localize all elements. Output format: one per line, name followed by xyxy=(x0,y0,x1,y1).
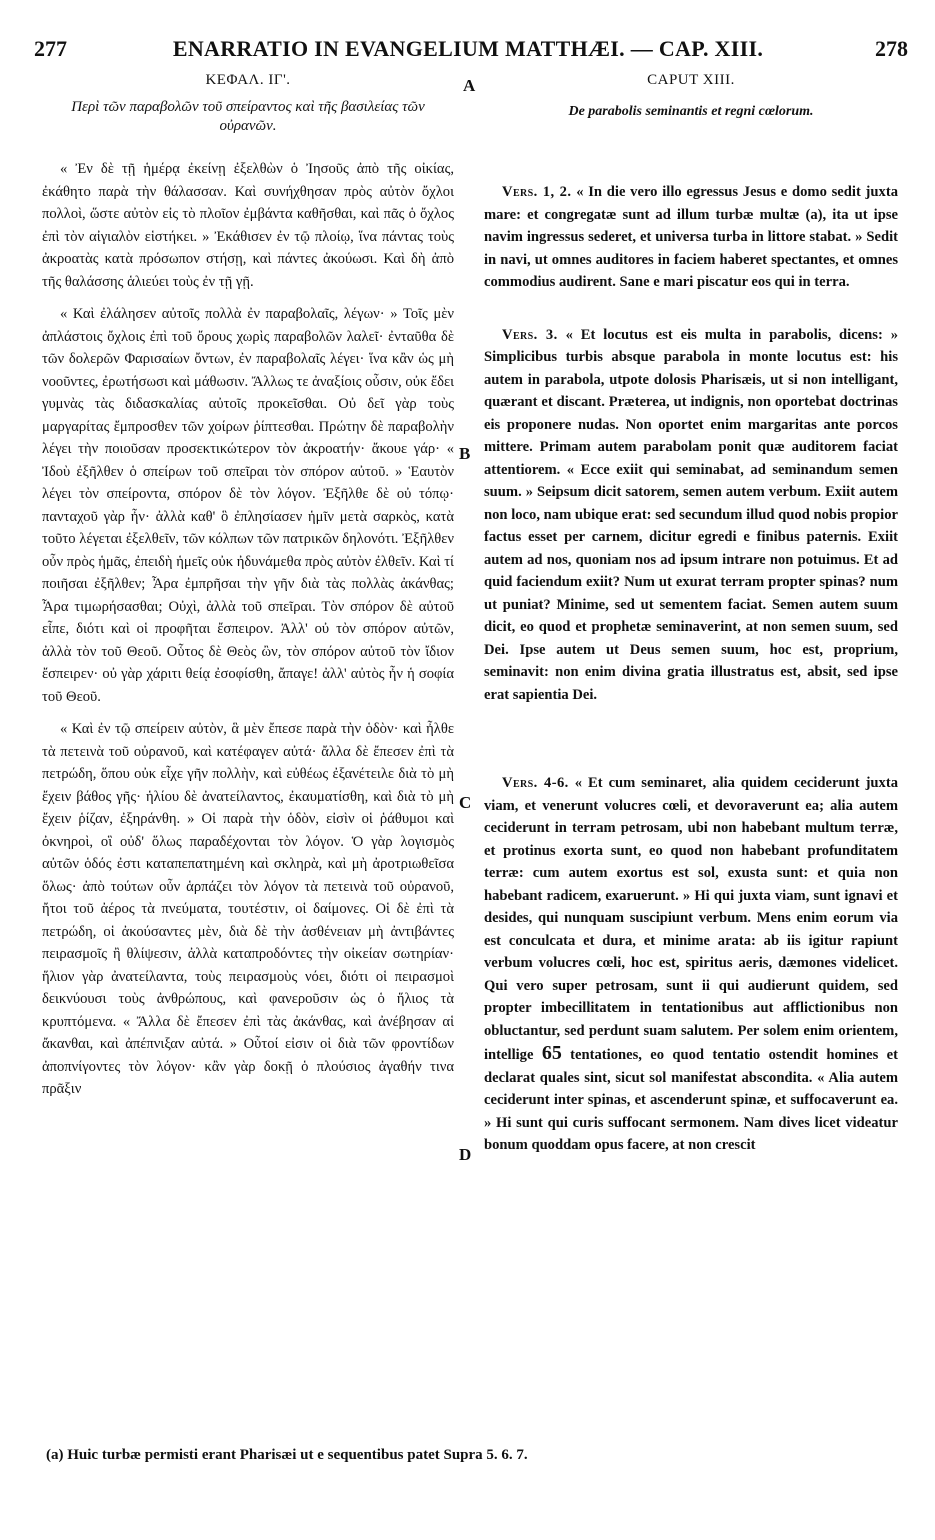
greek-column xyxy=(42,68,454,1101)
latin-paragraph-text: « Et locutus est eis multa in parabolis, dicens: » Simplicibus turbis absque parabola in monte locutus est: his autem in parabola, utpote dolosis Pharisæis, ut si non intelligant, quærant et discant. Præterea, ut indignis, non oportebat doctrinas eis proponere nudas. Non oportet enim margaritas ante porcos mittere. Primam autem parabolam ponit quæ auditorem faciat attentiorem. « Ecce exiit qui seminabat, ad seminandum semen suum. » Seipsum dicit satorem, semen autem verbum. Exiit autem non loco, nam ubique erat: sed secundum illud quod nobis propior factus esset per carnem, dicitur egredi e finibus paternis. Exiit autem ad nos, quoniam nos ad ipsum intrare non potuimus. Et ad quid faciendum exiit? Num ut exurat terram propter spinas? num ut puniat? Minime, sed ut sementem faciat. Semen autem suum dicit, eo quod et prophetæ seminaverint, at non semen suum, sed Dei. Ipse autem ut Deus semen suum, hoc est, proprium, seminavit: non enim divina gratia illustratus est, absit, sed ipse erat sapientia Dei. xyxy=(484,326,898,703)
greek-paragraph-2: « Καὶ ἐλάλησεν αὐτοῖς πολλὰ ἐν παραβολαῖς, λέγων· » Τοῖς μὲν ἀπλάστοις ὄχλοις ἐπὶ τοῦ ὄρους χωρὶς παραβολῶν λαλεῖ· ἐνταῦθα δὲ τῶν δολερῶν Φαρισαίων ὄντων, ἐν παραβολαῖς λέγει· ἵνα κἂν ὡς μὴ νοοῦντες, ἐρωτήσωσι καὶ μάθωσιν. Ἄλλως τε ἀναξίοις οὖσιν, οὐκ ἔδει γυμνὰς τὰς διδασκαλίας αὐτοῖς προκεῖσθαι. Οὐ δεῖ γὰρ τοὺς μαργαρίτας ἔμπροσθεν τῶν χοίρων ῥίπτεσθαι. Πρώτην δὲ παραβολὴν λέγει τὴν ποιοῦσαν προσεκτικώτερον τὸν ἀκροατήν· ἄκουε γάρ· « Ἰδοὺ ἐξῆλθεν ὁ σπείρων τοῦ σπεῖραι τὸν σπόρον αὐτοῦ. » Ἑαυτὸν λέγει τὸν σπείροντα, σπόρον δὲ τὸν λόγον. Ἐξῆλθε δὲ οὐ τόπῳ· πανταχοῦ γὰρ ἦν· ἀλλὰ καθ' ὃ ἐπλησίασεν ἡμῖν μετὰ σαρκὸς, κατὰ τοῦτο λέγεται ἐξελθεῖν, τῶν κόλπων τῶν πατρικῶν δηλονότι. Ἐξῆλθεν οὖν πρὸς ἡμᾶς, ἐπειδὴ ἡμεῖς οὐκ ἠδυνάμεθα πρὸς αὐτὸν ἐλθεῖν. Καὶ τί ποιῆσαι ἐξῆλθεν; Ἆρα ἐμπρῆσαι τὴν γῆν διὰ τὰς πολλὰς ἀκάνθας; Ἆρα τιμωρήσασθαι; Οὐχὶ, ἀλλὰ τοῦ σπεῖραι. Τὸν σπόρον δὲ αὐτοῦ εἶπε, διότι καὶ οἱ προφῆται ἔσπειρον. Ἀλλ' οὐ τὸν σπόρον αὐτῶν, ἀλλὰ τὸν τοῦ Θεοῦ. Οὗτος δὲ Θεὸς ὢν, τὸν σπόρον αὐτοῦ τὸν ἴδιον ἔσπειρεν· οὐ γὰρ χάριτι θείᾳ ἐσοφίσθη, ἄπαγε! ἀλλ' αὐτὸς ἦν ἡ σοφία τοῦ Θεοῦ. xyxy=(42,306,454,705)
footnote: (a) Huic turbæ permisti erant Pharisæi ut e sequentibus patet Supra 5. 6. 7. xyxy=(46,1447,528,1463)
latin-section-title: De parabolis seminantis et regni cœlorum. xyxy=(568,104,814,119)
latin-paragraph-1 xyxy=(484,181,898,294)
greek-section-title: Περὶ τῶν παραβολῶν τοῦ σπείραντος καὶ τῆς βασιλείας τῶν οὐρανῶν. xyxy=(71,99,425,134)
latin-paragraph-2 xyxy=(484,324,898,707)
page-number-right: 278 xyxy=(875,36,908,61)
margin-letter-d: D xyxy=(459,1145,472,1164)
margin-letter-a: A xyxy=(463,76,476,95)
greek-paragraph-1: « Ἐν δὲ τῇ ἡμέρᾳ ἐκείνῃ ἐξελθὼν ὁ Ἰησοῦς ἀπὸ τῆς οἰκίας, ἐκάθητο παρὰ τὴν θάλασσαν. Καὶ συνήχθησαν πρὸς αὐτὸν ὄχλοι πολλοὶ, ὥστε αὐτὸν εἰς τὸ πλοῖον ἐμβάντα καθῆσθαι, καὶ πᾶς ὁ ὄχλος ἐπὶ τὸν αἰγιαλὸν εἱστήκει. » Ἐκάθισεν ἐν τῷ πλοίῳ, ἵνα πάντας τοὺς ἀκροατὰς κατὰ πρόσωπον στήσῃ, καὶ πάντες ἀκούωσι. Καὶ δὴ ἀπὸ τῆς θαλάσσης ἁλιεύει τοὺς ἐν τῇ γῇ. xyxy=(42,161,454,290)
running-head-title: ENARRATIO IN EVANGELIUM MATTHÆI. — CAP. XIII. xyxy=(172,36,764,61)
greek-paragraph-3: « Καὶ ἐν τῷ σπείρειν αὐτὸν, ἃ μὲν ἔπεσε παρὰ τὴν ὁδὸν· καὶ ἦλθε τὰ πετεινὰ τοῦ οὐρανοῦ, καὶ κατέφαγεν αὐτά· ἄλλα δὲ ἔπεσεν ἐπὶ τὰ πετρώδη, ὅπου οὐκ εἶχε γῆν πολλὴν, καὶ εὐθέως ἐξανέτειλε διὰ τὸ μὴ ἔχειν βάθος γῆς· ἡλίου δὲ ἀνατείλαντος, ἐκαυματίσθη, καὶ διὰ τὸ μὴ ἔχειν ῥίζαν, ἐξηράνθη. » Οἱ παρὰ τὴν ὁδὸν, εἰσὶν οἱ ῥάθυμοι καὶ ὀκνηροὶ, οἳ οὐδ' ὅλως παραδέχονται τὸν λόγον. Ὁ γὰρ λογισμὸς αὐτῶν ὁδός ἐστι καταπεπατημένη καὶ σκληρὰ, καὶ μὴ ἀροτριωθεῖσα ὅλως· ἀπὸ τούτων οὖν ἁρπάζει τὸν λόγον τὰ πετεινὰ τοῦ οὐρανοῦ, ἤτοι τοῦ ἀέρος τὰ πνεύματα, τουτέστιν, οἱ δαίμονες. Οἱ δὲ ἐπὶ τὰ πετρώδη, οἱ ἀκούσαντες μὲν, διὰ δὲ τὴν ἀσθένειαν μὴ ἀντιβάντες πειρασμοῖς ἢ θλίψεσιν, ἀλλὰ καταπροδόντες τὴν οἰκείαν σωτηρίαν· ἥλιον γὰρ ἀνατείλαντα, τοὺς πειρασμοὺς νόει, διότι οἱ πειρασμοὶ δεικνύουσι τοὺς ἀνθρώπους, καὶ φανεροῦσιν ὡς ὁ ἥλιος τὰ κρυπτόμενα. « Ἄλλα δὲ ἔπεσεν ἐπὶ τὰς ἀκάνθας, καὶ ἀνέβησαν αἱ ἄκανθαι, καὶ ἀπέπνιξαν αὐτά. » Οὗτοί εἰσιν οἱ διὰ τῶν φροντίδων ἀποπνίγοντες τὸν λόγον· κἂν γὰρ δοκῇ ὁ πλούσιος ἀγαθήν τινα πρᾶξιν xyxy=(42,721,454,1097)
running-header xyxy=(28,36,908,62)
page-marker: 65 xyxy=(541,1042,562,1064)
margin-letter-b: B xyxy=(459,444,471,463)
latin-paragraph-text: tentationes, eo quod tentatio ostendit homines et declarat quales sint, sicut sol manifestat abscondita. « Alia autem ceciderunt inter spinas, et ascenderunt spinæ, et suffocaverunt ea. » Hi sunt qui curis suffocant sermonem. Nam dives licet videatur bonum quoddam opus facere, at non crescit xyxy=(484,1047,898,1153)
verse-label: Vers. 4-6. xyxy=(502,775,569,791)
latin-paragraph-3 xyxy=(484,772,898,1157)
greek-chapter-title: ΚΕΦΑΛ. ΙΓ'. xyxy=(205,72,291,88)
latin-chapter-title: CAPUT XIII. xyxy=(647,72,735,88)
verse-label: Vers. 3. xyxy=(502,326,558,343)
verse-label: Vers. 1, 2. xyxy=(502,184,572,200)
latin-paragraph-text: « Et cum seminaret, alia quidem ceciderunt juxta viam, et venerunt volucres cœli, et devoraverunt ea; alia autem ceciderunt in terram petrosam, ubi non habebant multum terræ, et protinus exorta sunt, eo quod non habebant profunditatem terræ: cum autem exortus est sol, exusta sunt: et quia non habebant radicem, exaruerunt. » Hi qui juxta viam, sunt ignavi et desides, qui nunquam suscipiunt verbum. Mens enim eorum via est conculcata et dura, et minime arata: ab iis igitur rapiunt verbum volucres cœli, hoc est, spiritus aeris, dæmones videlicet. Qui vero super petrosam, sunt ii qui audierunt quidem, sed propter imbecillitatem in tentationibus aut afflictionibus non obluctantur, sed perdunt suam salutem. Per solem enim orientem, intellige xyxy=(484,775,898,1063)
latin-paragraph-text: « In die vero illo egressus Jesus e domo sedit juxta mare: et congregatæ sunt ad illum turbæ multæ (a), ita ut ipse navim ingressus sederet, et universa turba in littore stabat. » Sedit in navi, ut omnes auditores in faciem haberet spectantes, et omnes commodius audirent. Sane e mari piscatur eos qui in terra. xyxy=(484,184,898,290)
page-number-left: 277 xyxy=(34,36,67,61)
margin-letter-c: C xyxy=(459,793,472,812)
latin-column xyxy=(484,68,898,1157)
